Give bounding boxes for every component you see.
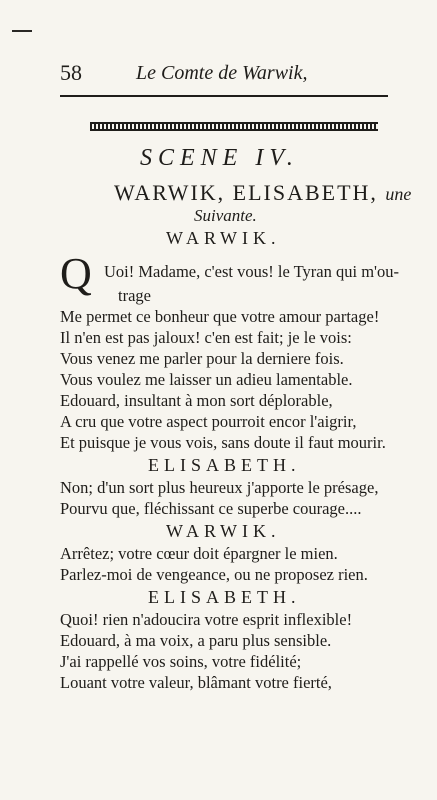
speaker-warwik-1: WARWIK. xyxy=(166,228,281,248)
verse-line-2: Me permet ce bonheur que votre amour partage! xyxy=(60,307,380,326)
verse-line-9: Non; d'un sort plus heureux j'apporte le présage, xyxy=(60,478,379,497)
speaker-elisabeth-1: ELISABETH. xyxy=(148,455,301,475)
verse-line-4: Vous venez me parler pour la derniere fois. xyxy=(60,349,344,368)
verse-line-6: Edouard, insultant à mon sort déplorable, xyxy=(60,391,333,410)
speaker-elisabeth-2: ELISABETH. xyxy=(148,587,301,607)
header-rule xyxy=(60,95,388,97)
scene-title: SCENE IV. xyxy=(140,145,299,171)
verse-line-8: Et puisque je vous vois, sans doute il faut mourir. xyxy=(60,433,386,452)
verse-line-10: Pourvu que, fléchissant ce superbe courage.... xyxy=(60,499,362,518)
drop-cap: Q xyxy=(60,249,92,298)
characters-names: WARWIK, ELISABETH, xyxy=(114,180,378,205)
running-title: Le Comte de Warwik, xyxy=(136,62,308,84)
characters-tail: une xyxy=(385,184,412,204)
verse-line-7: A cru que votre aspect pourroit encor l'aigrir, xyxy=(60,412,357,431)
verse-line-14: Edouard, à ma voix, a paru plus sensible. xyxy=(60,631,332,650)
page-number: 58 xyxy=(60,60,82,85)
verse-line-1-cont: trage xyxy=(118,286,151,305)
verse-line-13: Quoi! rien n'adoucira votre esprit inflexible! xyxy=(60,610,353,629)
characters-continuation: Suivante. xyxy=(194,206,257,225)
speaker-warwik-2: WARWIK. xyxy=(166,521,281,541)
page-header xyxy=(60,60,388,86)
verse-line-5: Vous voulez me laisser un adieu lamentable. xyxy=(60,370,353,389)
margin-mark xyxy=(12,30,32,32)
verse-line-1: Uoi! Madame, c'est vous! le Tyran qui m'ou- xyxy=(104,262,400,281)
ornamental-band xyxy=(90,122,378,131)
verse-line-15: J'ai rappellé vos soins, votre fidélité; xyxy=(60,652,302,671)
verse-line-3: Il n'en est pas jaloux! c'en est fait; je le vois: xyxy=(60,328,352,347)
verse-line-12: Parlez-moi de vengeance, ou ne proposez rien. xyxy=(60,565,368,584)
characters-line xyxy=(114,180,411,206)
verse-line-16: Louant votre valeur, blâmant votre fierté, xyxy=(60,673,332,692)
verse-line-11: Arrêtez; votre cœur doit épargner le mien. xyxy=(60,544,338,563)
